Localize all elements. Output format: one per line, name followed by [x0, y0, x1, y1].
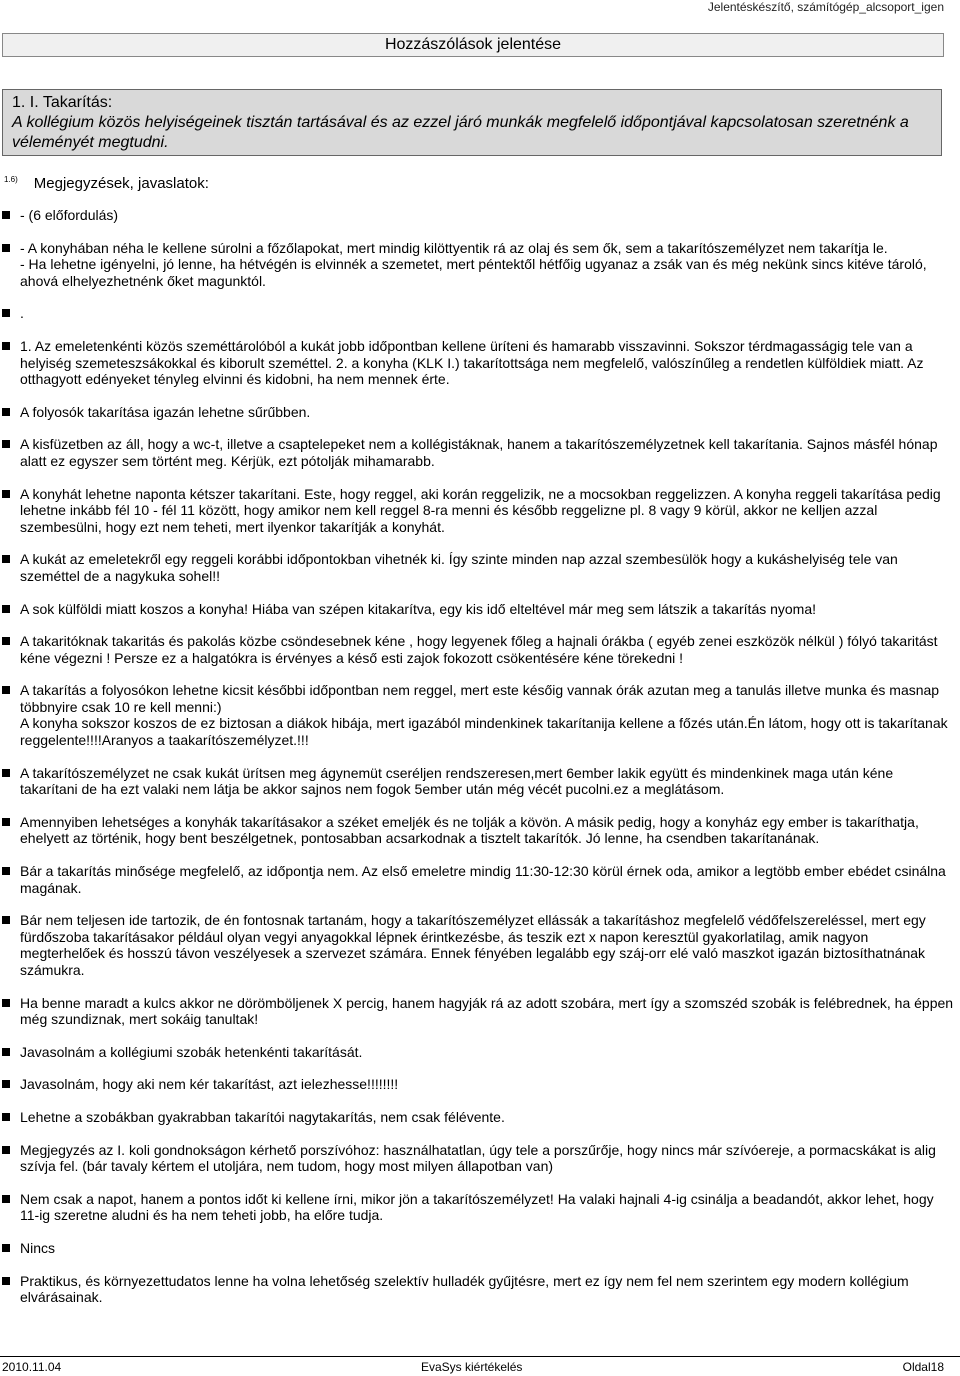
footer-page-number: Oldal18 — [902, 1360, 944, 1374]
footer-date: 2010.11.04 — [2, 1360, 62, 1374]
square-bullet-icon — [2, 916, 10, 924]
report-title: Hozzászólások jelentése — [2, 33, 944, 57]
comment-text: A takarítószemélyzet ne csak kukát ürítsen meg ágynemüt cseréljen rendszeresen,mert 6ember lakik együtt és mindenkinek maga után kéne takarítani de ha ezt valaki nem látja be akkor sajnos nem fogok 5ember után még vécét pucolni.ez a meglátásom. — [20, 764, 894, 798]
square-bullet-icon — [2, 1080, 10, 1088]
comment-text: A takaritóknak takaritás és pakolás közbe csöndesebnek kéne , hogy legyenek főleg a hajnali órákba ( egyéb zenei eszközök nélkül ) fólyó takaritást kéne végezni ! Persze ez a halgatókra is érvényes a késő esti zajok fokozott csökentésére kéne törekedni ! — [20, 633, 938, 666]
square-bullet-icon — [2, 1146, 10, 1154]
report-header: Jelentéskészítő, számítógép_alcsoport_igen — [707, 0, 944, 14]
comment-item — [0, 995, 960, 1028]
comment-item — [0, 682, 960, 748]
comment-item — [0, 633, 960, 666]
notes-heading — [4, 175, 209, 192]
comment-item — [0, 814, 960, 847]
comment-item — [0, 404, 960, 421]
comment-item — [0, 551, 960, 584]
comment-item — [0, 207, 960, 224]
notes-label: Megjegyzések, javaslatok: — [33, 175, 209, 192]
comment-text: A folyosók takarítása igazán lehetne sűrűbben. — [20, 403, 311, 420]
comment-text: - A konyhában néha le kellene súrolni a főzőlapokat, mert mindig kilöttyentik rá az olaj és sem ők, sem a takarítószemélyzet nem takarítja le. — [20, 239, 888, 256]
comment-item — [0, 863, 960, 896]
comment-text: Bár a takarítás minősége megfelelő, az időpontja nem. Az első emeletre mindig 11:30-12:30 körül érnek oda, amikor a legtöbb ember ebédet csinálna magának. — [20, 863, 946, 896]
comment-item — [0, 765, 960, 798]
comment-item — [0, 601, 960, 618]
comment-text: Javasolnám a kollégiumi szobák hetenkénti takarítását. — [20, 1043, 363, 1060]
comment-item — [0, 1191, 960, 1224]
square-bullet-icon — [2, 686, 10, 694]
comment-text: A kisfüzetben az áll, hogy a wc-t, illetve a csaptelepeket nem a kollégistáknak, hanem a takarítószemélyzetnek kell takarítania. Sajnos másfél hónap alatt ez egyszer sem történt meg. Kérjük, ezt pótolják mihamarabb. — [20, 436, 938, 469]
comment-text: Bár nem teljesen ide tartozik, de én fontosnak tartanám, hogy a takarítószemélyzet ellássák a takarításhoz megfelelő védőfelszereléssel, mert egy fürdőszoba takarításakor például olyan vegyi anyagokkal lépnek érintkezésbe, ás teszik ezt x napon keresztül gyakorlatilag, amik nagyon megterhelőek és hosszú távon veszélyesek a szervezet számára. Ennek fényében legalább egy száj-orr elé való maszkot igazán biztosíthatnának számukra. — [20, 912, 926, 978]
square-bullet-icon — [2, 244, 10, 252]
comment-list — [0, 207, 960, 1322]
square-bullet-icon — [2, 1113, 10, 1121]
notes-marker: 1.6) — [4, 175, 18, 184]
comment-text: - Ha lehetne igényelni, jó lenne, ha hétvégén is elvinnék a szemetet, mert péntektől hétfőig ugyanaz a zsák van és még nekünk sincs kitéve tároló, ahová elhelyezhetnénk őket magunktól. — [20, 256, 927, 289]
square-bullet-icon — [2, 211, 10, 219]
comment-text: Megjegyzés az I. koli gondnokságon kérhető porszívóhoz: használhatatlan, úgy tele a porszűrője, hogy nincs már szívóereje, a pormacskákat is alig szívja fel. (bár tavaly kértem el utoljára, nem tudom, hogy most milyen állapotban van) — [20, 1141, 936, 1175]
comment-text: - (6 előfordulás) — [20, 207, 119, 223]
question-box — [2, 89, 942, 156]
square-bullet-icon — [2, 1195, 10, 1203]
comment-text: 1. Az emeletenkénti közös szeméttárolóból a kukát jobb időpontban kellene üríteni és hamarabb visszavinni. Sokszor térdmagasságig tele van a helyiség szemeteszsákokkal és kiborult szeméttel. 2. a konyha (KLK I.) takarítottsága nem megfelelő, valószínűleg a rendetlen külföldiek miatt. Az otthagyott edényeket tényleg elvinni és kidobni, ha nem mennek érte. — [20, 337, 924, 388]
question-text: A kollégium közös helyiségeinek tisztán tartásával és az ezzel járó munkák megfelelő időpontjával kapcsolatosan szeretnénk a véleményét megtudni. — [12, 114, 909, 151]
square-bullet-icon — [2, 342, 10, 350]
square-bullet-icon — [2, 999, 10, 1007]
comment-item — [0, 486, 960, 536]
comment-text: Ha benne maradt a kulcs akkor ne dörömböljenek X percig, hanem hagyják rá az adott szobára, mert így a szomszéd szobák is felébrednek, ha éppen még szundiznak, mert sokáig tanultak! — [20, 994, 954, 1028]
square-bullet-icon — [2, 637, 10, 645]
square-bullet-icon — [2, 555, 10, 563]
comment-text: Nem csak a napot, hanem a pontos időt ki kellene írni, mikor jön a takarítószemélyzet! Ha valaki hajnali 4-ig csinálja a beadandót, akkor lehet, hogy 11-ig szeretne aludni és ha nem teheti jobb, ha előre tudja. — [20, 1190, 934, 1224]
square-bullet-icon — [2, 490, 10, 498]
comment-text: A konyha sokszor koszos de ez biztosan a diákok hibája, mert igazából mindenkinek takarítanija kellene a főzés után.Én látom, hogy ott is takarítanak reggelente!!!!Aranyos a taakarítószemélyzet.!!! — [20, 715, 948, 749]
comment-text: Nincs — [20, 1239, 56, 1256]
square-bullet-icon — [2, 408, 10, 416]
comment-item — [0, 1273, 960, 1306]
comment-item — [0, 912, 960, 978]
question-number: 1. I. Takarítás: — [12, 94, 113, 111]
square-bullet-icon — [2, 818, 10, 826]
comment-item — [0, 338, 960, 388]
comment-item — [0, 240, 960, 290]
comment-item — [0, 1240, 960, 1257]
comment-text: Javasolnám, hogy aki nem kér takarítást, azt ielezhesse!!!!!!!! — [20, 1076, 399, 1093]
comment-text: A kukát az emeletekről egy reggeli korábbi időpontokban vihetnék ki. Így szinte minden nap azzal szembesülök hogy a kukáshelyiség tele van szeméttel de a nagykuka sohel!! — [20, 551, 898, 584]
comment-item — [0, 1109, 960, 1126]
comment-text: A sok külföldi miatt koszos a konyha! Hiába van szépen kitakarítva, egy kis idő elteltével már meg sem látszik a takarítás nyoma! — [20, 600, 817, 617]
square-bullet-icon — [2, 867, 10, 875]
square-bullet-icon — [2, 605, 10, 613]
comment-text: Amennyiben lehetséges a konyhák takarításakor a széket emeljék és ne tolják a kövön. A másik pedig, hogy a konyház egy ember is takaríthatja, ehelyett az történik, hogy bent beszélgetnek, pontosabban acsarkodnak a tisztelt takarítók. Jó lenne, ha csendben takarítanának. — [20, 813, 919, 847]
footer-title: EvaSys kiértékelés — [421, 1360, 523, 1374]
square-bullet-icon — [2, 440, 10, 448]
square-bullet-icon — [2, 309, 10, 317]
square-bullet-icon — [2, 1277, 10, 1285]
comment-text: Lehetne a szobákban gyakrabban takarítói nagytakarítás, nem csak félévente. — [20, 1108, 505, 1125]
square-bullet-icon — [2, 1244, 10, 1252]
square-bullet-icon — [2, 769, 10, 777]
comment-text: . — [20, 305, 24, 322]
page-footer — [0, 1356, 960, 1373]
square-bullet-icon — [2, 1048, 10, 1056]
comment-item — [0, 436, 960, 469]
comment-text: Praktikus, és környezettudatos lenne ha volna lehetőség szelektív hulladék gyűjtésre, mert ez így nem fel nem szerintem egy modern kollégium elvárásainak. — [20, 1272, 909, 1306]
comment-item — [0, 1076, 960, 1093]
comment-text: A konyhát lehetne naponta kétszer takarítani. Este, hogy reggel, aki korán reggelizik, ne a mocsokban reggelizzen. A konyha reggeli takarítása pedig lehetne inkább fél 10 - fél 11 között, hogy amikor nem kell reggel 8-ra menni és később reggelizne pl. 8 vagy 9 körül, akkor ne kelljen azzal szembesülni, hogy ezt nem teheti, mert ilyenkor takarítják a konyhát. — [20, 485, 941, 535]
comment-item — [0, 305, 960, 322]
comment-item — [0, 1044, 960, 1061]
comment-item — [0, 1142, 960, 1175]
comment-text: A takarítás a folyosókon lehetne kicsit későbbi időpontban nem reggel, mert este későig vannak órák azutan meg a tanulás illetve munka és masnap többnyire csak 10 re kell menni:) — [20, 682, 940, 715]
